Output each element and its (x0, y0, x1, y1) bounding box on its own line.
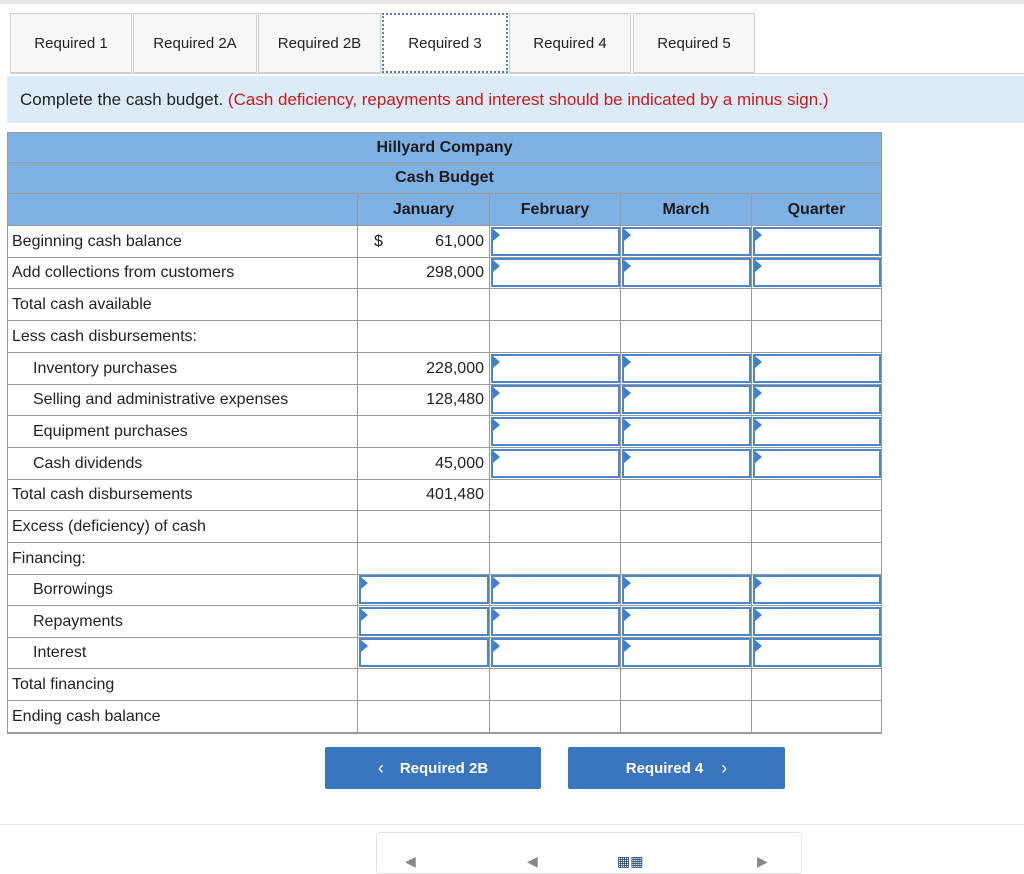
input-february[interactable] (491, 258, 620, 287)
cell-january (357, 637, 489, 668)
cell-march (620, 416, 751, 447)
cell-march (620, 669, 751, 700)
input-march[interactable] (622, 385, 751, 414)
input-marker-icon (361, 577, 368, 589)
input-march[interactable] (622, 575, 751, 604)
cell-march (620, 321, 751, 352)
pager-next-icon[interactable]: ▶ (757, 853, 768, 869)
row-label: Equipment purchases (33, 423, 188, 440)
input-marker-icon (755, 577, 762, 589)
label-column-header (8, 194, 357, 225)
grid-icon[interactable]: ▦▦ (617, 853, 644, 869)
input-january[interactable] (359, 575, 489, 604)
input-quarter[interactable] (753, 354, 881, 383)
value-january: 45,000 (435, 455, 484, 472)
cell-january (357, 416, 489, 447)
input-february[interactable] (491, 638, 620, 667)
pager-prev-icon[interactable]: ◀ (405, 853, 416, 869)
cell-january (357, 574, 489, 605)
table-row (8, 416, 881, 448)
input-marker-icon (624, 640, 631, 652)
row-label: Total financing (12, 676, 115, 693)
cell-march (620, 701, 751, 732)
input-marker-icon (493, 640, 500, 652)
cell-january (357, 606, 489, 637)
cell-january (357, 384, 489, 415)
input-marker-icon (493, 387, 500, 399)
chevron-left-icon: ‹ (377, 757, 384, 778)
tab-required-4[interactable]: Required 4 (509, 13, 631, 73)
cell-quarter (751, 701, 881, 732)
row-label: Borrowings (33, 581, 114, 598)
cell-quarter (751, 289, 881, 320)
cell-quarter (751, 321, 881, 352)
cell-march (620, 606, 751, 637)
value-january: 298,000 (426, 264, 484, 281)
input-marker-icon (493, 577, 500, 589)
cell-january (357, 226, 489, 257)
cell-february (489, 353, 620, 384)
input-quarter[interactable] (753, 227, 881, 256)
input-marker-icon (493, 229, 500, 241)
cell-february (489, 669, 620, 700)
cell-january (357, 701, 489, 732)
cell-quarter (751, 384, 881, 415)
input-quarter[interactable] (753, 449, 881, 478)
cell-february (489, 637, 620, 668)
input-marker-icon (361, 640, 368, 652)
cell-march (620, 637, 751, 668)
input-marker-icon (755, 260, 762, 272)
cell-january (357, 669, 489, 700)
cell-february (489, 606, 620, 637)
cell-january (357, 479, 489, 510)
input-march[interactable] (622, 354, 751, 383)
instruction-note: (Cash deficiency, repayments and interest should be indicated by a minus sign.) (227, 90, 829, 109)
input-marker-icon (755, 609, 762, 621)
input-marker-icon (624, 609, 631, 621)
input-marker-icon (624, 260, 631, 272)
cell-march (620, 226, 751, 257)
input-marker-icon (755, 419, 762, 431)
table-row (8, 479, 881, 511)
value-january: 128,480 (426, 391, 484, 408)
cell-february (489, 543, 620, 574)
input-march[interactable] (622, 417, 751, 446)
cell-february (489, 257, 620, 288)
table-row (8, 321, 881, 353)
cell-quarter (751, 448, 881, 479)
cell-quarter (751, 606, 881, 637)
row-label: Less cash disbursements: (12, 328, 197, 345)
cell-quarter (751, 257, 881, 288)
cell-january (357, 353, 489, 384)
input-marker-icon (624, 419, 631, 431)
row-label: Ending cash balance (12, 708, 161, 725)
row-label: Financing: (12, 550, 86, 567)
tab-required-5[interactable]: Required 5 (633, 13, 755, 73)
cell-quarter (751, 226, 881, 257)
page-navigation[interactable] (376, 832, 802, 874)
cell-quarter (751, 511, 881, 542)
cell-february (489, 479, 620, 510)
input-quarter[interactable] (753, 638, 881, 667)
input-quarter[interactable] (753, 417, 881, 446)
input-february[interactable] (491, 385, 620, 414)
input-quarter[interactable] (753, 575, 881, 604)
tab-underline (10, 73, 1024, 74)
input-february[interactable] (491, 227, 620, 256)
table-row (8, 289, 881, 321)
table-row (8, 384, 881, 416)
table-row (8, 669, 881, 701)
col-header-february: February (489, 194, 620, 225)
table-row (8, 257, 881, 289)
row-label: Excess (deficiency) of cash (12, 518, 206, 535)
cell-january (357, 511, 489, 542)
cell-quarter (751, 574, 881, 605)
table-row (8, 511, 881, 543)
input-marker-icon (624, 229, 631, 241)
input-quarter[interactable] (753, 607, 881, 636)
instruction-banner (7, 76, 1024, 123)
tab-required-2a[interactable]: Required 2A (133, 13, 257, 73)
row-label: Repayments (33, 613, 123, 630)
cash-budget-table (7, 132, 882, 734)
input-marker-icon (755, 640, 762, 652)
cell-march (620, 384, 751, 415)
input-january[interactable] (359, 607, 489, 636)
row-label: Cash dividends (33, 455, 143, 472)
input-marker-icon (624, 577, 631, 589)
cell-february (489, 289, 620, 320)
cell-quarter (751, 543, 881, 574)
col-header-january: January (357, 194, 489, 225)
input-marker-icon (624, 356, 631, 368)
cell-march (620, 511, 751, 542)
input-march[interactable] (622, 638, 751, 667)
input-february[interactable] (491, 417, 620, 446)
input-february[interactable] (491, 354, 620, 383)
cell-march (620, 543, 751, 574)
cell-march (620, 448, 751, 479)
input-quarter[interactable] (753, 385, 881, 414)
cell-march (620, 257, 751, 288)
budget-title: Cash Budget (8, 163, 881, 194)
table-row (8, 574, 881, 606)
input-marker-icon (755, 387, 762, 399)
cell-january (357, 257, 489, 288)
value-january: 61,000 (435, 233, 484, 250)
cell-january (357, 448, 489, 479)
input-marker-icon (493, 260, 500, 272)
table-row (8, 701, 881, 733)
input-marker-icon (493, 356, 500, 368)
prev-button-label: Required 2B (399, 759, 489, 777)
value-january: 228,000 (426, 360, 484, 377)
row-label: Total cash disbursements (12, 486, 193, 503)
input-march[interactable] (622, 449, 751, 478)
table-row (8, 637, 881, 669)
cell-february (489, 511, 620, 542)
cell-february (489, 448, 620, 479)
cell-march (620, 353, 751, 384)
row-label: Total cash available (12, 296, 152, 313)
instruction-text: Complete the cash budget. (20, 90, 224, 109)
input-marker-icon (493, 419, 500, 431)
cell-january (357, 321, 489, 352)
table-row (8, 353, 881, 385)
cell-february (489, 384, 620, 415)
input-marker-icon (624, 387, 631, 399)
pager-prev-icon-alt[interactable]: ◀ (527, 853, 538, 869)
input-marker-icon (755, 356, 762, 368)
input-march[interactable] (622, 227, 751, 256)
col-header-quarter: Quarter (751, 194, 881, 225)
input-february[interactable] (491, 575, 620, 604)
input-marker-icon (755, 229, 762, 241)
value-january: 401,480 (426, 486, 484, 503)
input-january[interactable] (359, 638, 489, 667)
row-label: Selling and administrative expenses (33, 391, 289, 408)
input-marker-icon (493, 609, 500, 621)
cell-march (620, 574, 751, 605)
cell-february (489, 574, 620, 605)
cell-february (489, 416, 620, 447)
cell-quarter (751, 479, 881, 510)
cell-march (620, 289, 751, 320)
tab-required-1[interactable]: Required 1 (10, 13, 132, 73)
cell-quarter (751, 353, 881, 384)
input-marker-icon (361, 609, 368, 621)
input-marker-icon (493, 451, 500, 463)
tab-required-3[interactable]: Required 3 (382, 13, 508, 73)
input-marker-icon (755, 451, 762, 463)
cell-february (489, 226, 620, 257)
cell-quarter (751, 637, 881, 668)
input-marker-icon (624, 451, 631, 463)
cell-march (620, 479, 751, 510)
row-label: Interest (33, 644, 87, 661)
input-february[interactable] (491, 449, 620, 478)
cell-quarter (751, 416, 881, 447)
row-label: Add collections from customers (12, 264, 235, 281)
cell-february (489, 321, 620, 352)
cell-february (489, 701, 620, 732)
table-row (8, 543, 881, 575)
company-name: Hillyard Company (8, 133, 881, 163)
currency-symbol: $ (374, 233, 383, 250)
next-button[interactable] (568, 747, 785, 789)
top-divider (0, 0, 1024, 4)
input-march[interactable] (622, 607, 751, 636)
table-row (8, 448, 881, 480)
table-row (8, 606, 881, 638)
input-march[interactable] (622, 258, 751, 287)
row-label: Inventory purchases (33, 360, 178, 377)
chevron-right-icon: › (721, 757, 728, 778)
cell-january (357, 289, 489, 320)
prev-button[interactable] (325, 747, 541, 789)
next-button-label: Required 4 (625, 759, 704, 777)
cell-quarter (751, 669, 881, 700)
tab-required-2b[interactable]: Required 2B (258, 13, 381, 73)
input-quarter[interactable] (753, 258, 881, 287)
footer-divider (0, 824, 1024, 825)
input-february[interactable] (491, 607, 620, 636)
table-row (8, 226, 881, 258)
cell-january (357, 543, 489, 574)
row-label: Beginning cash balance (12, 233, 182, 250)
col-header-march: March (620, 194, 751, 225)
